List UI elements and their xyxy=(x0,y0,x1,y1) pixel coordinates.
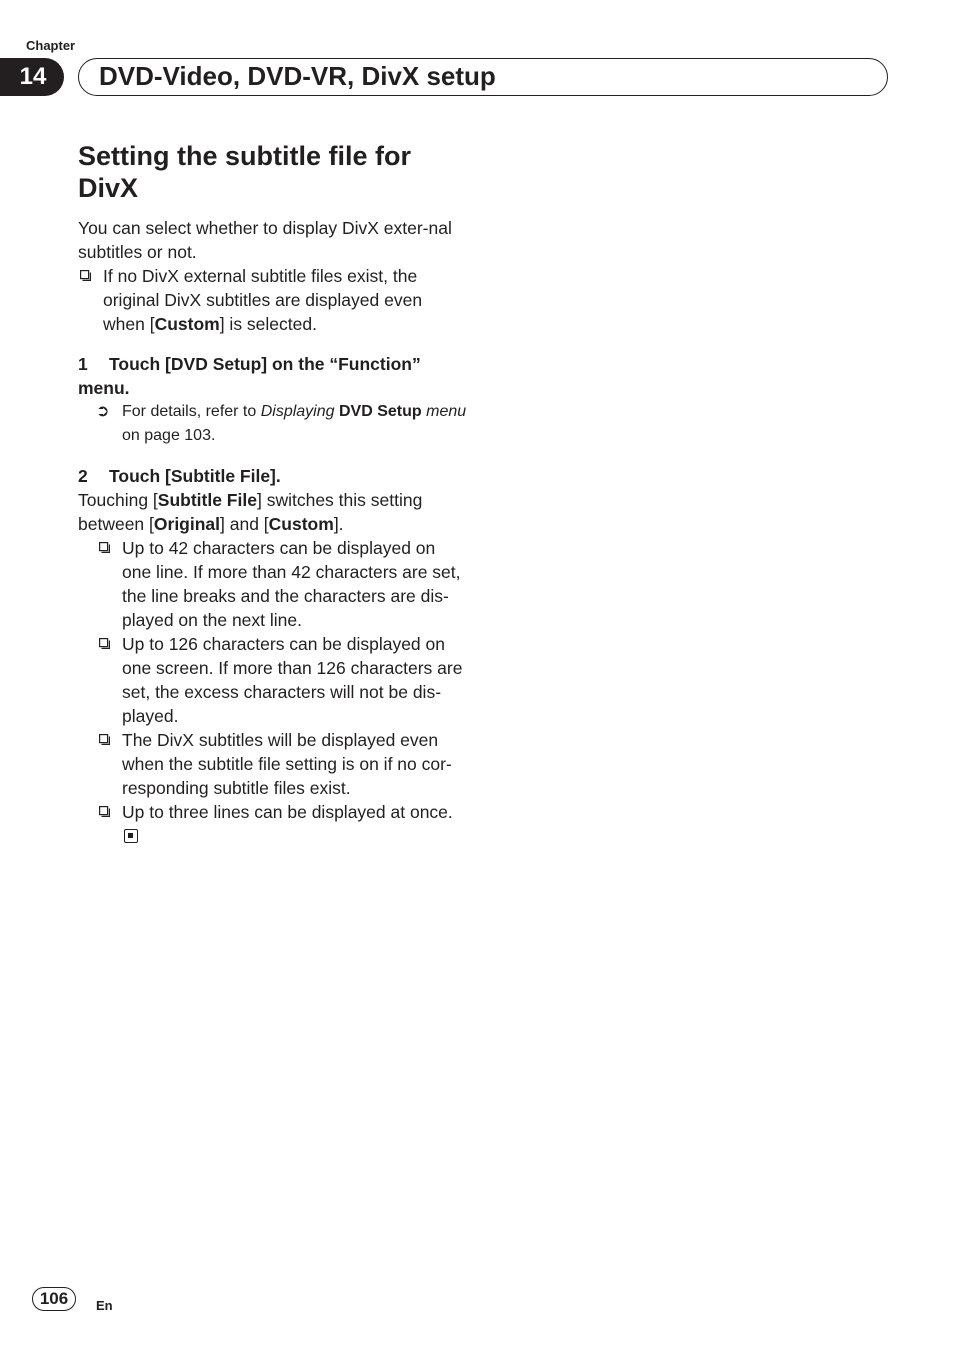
note-box-icon xyxy=(99,806,110,817)
language-label: En xyxy=(96,1298,113,1313)
note-box-icon xyxy=(80,270,91,281)
chapter-number-tab: 14 xyxy=(0,58,64,96)
step-1-reference: ➲ For details, refer to Displaying DVD Setup menu on page 103. xyxy=(78,400,468,448)
section-title: Setting the subtitle file for DivX xyxy=(78,141,412,203)
step-2-text: Touch [Subtitle File]. xyxy=(109,466,281,486)
intro-text: You can select whether to display DivX exter-nal subtitles or not. xyxy=(78,218,452,262)
main-content xyxy=(78,140,468,848)
note-item: The DivX subtitles will be displayed even when the subtitle file setting is on if no cor-responding subtitle files exist. xyxy=(78,728,468,800)
note-box-icon xyxy=(99,638,110,649)
end-mark-icon xyxy=(124,829,138,843)
step-2-number: 2 xyxy=(78,466,88,486)
chapter-title: DVD-Video, DVD-VR, DivX setup xyxy=(99,61,496,91)
note-item: Up to three lines can be displayed at once. xyxy=(78,800,468,848)
note-item: Up to 42 characters can be displayed on one line. If more than 42 characters are set, the line breaks and the characters are dis-played on the next line. xyxy=(78,536,468,632)
step-1-text: Touch [DVD Setup] on the “Function” menu. xyxy=(78,354,421,398)
page-number: 106 xyxy=(32,1287,76,1311)
note-box-icon xyxy=(99,734,110,745)
step-1-number: 1 xyxy=(78,354,88,374)
note-no-external-files: If no DivX external subtitle files exist, the original DivX subtitles are displayed even when [Custom] is selected. xyxy=(78,264,468,336)
step-1 xyxy=(78,352,468,400)
chapter-label: Chapter xyxy=(26,38,76,53)
chapter-title-box xyxy=(78,58,888,96)
note-box-icon xyxy=(99,542,110,553)
step-2 xyxy=(78,464,468,488)
note-item: Up to 126 characters can be displayed on one screen. If more than 126 characters are set, the excess characters will not be dis-played. xyxy=(78,632,468,728)
reference-arrow-icon: ➲ xyxy=(96,403,110,420)
step-2-description: Touching [Subtitle File] switches this setting between [Original] and [Custom]. xyxy=(78,490,423,534)
step-2-notes xyxy=(78,536,468,848)
